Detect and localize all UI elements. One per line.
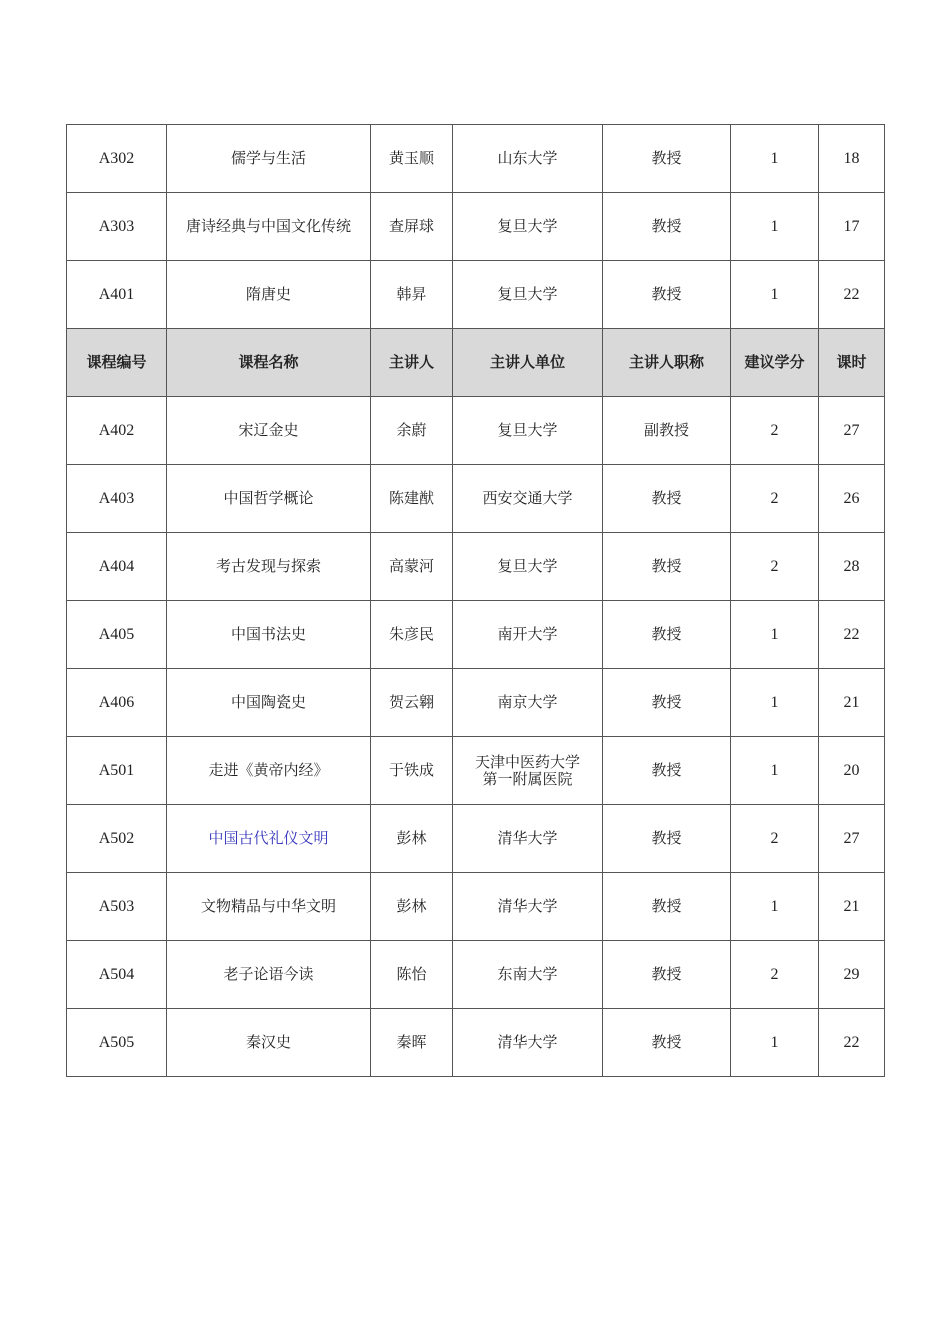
table-row [67, 941, 885, 1009]
lecturer-unit-line: 复旦大学 [497, 285, 558, 303]
table-row [67, 601, 885, 669]
lecturer-unit-cell [453, 737, 603, 805]
lecturer-unit-cell [453, 1009, 603, 1077]
lecturer-unit-line: 东南大学 [497, 965, 558, 983]
course-name-cell: 唐诗经典与中国文化传统 [167, 193, 371, 261]
credit-cell: 1 [731, 873, 819, 941]
course-name-cell: 儒学与生活 [167, 125, 371, 193]
course-name-cell: 中国哲学概论 [167, 465, 371, 533]
course-code-cell: A504 [67, 941, 167, 1009]
lecturer-title-cell: 教授 [603, 805, 731, 873]
lecturer-unit-line: 南京大学 [497, 693, 558, 711]
credit-cell: 2 [731, 533, 819, 601]
lecturer-unit-cell [453, 193, 603, 261]
column-header: 课程编号 [67, 329, 167, 397]
lecturer-title-cell: 教授 [603, 533, 731, 601]
credit-cell: 1 [731, 737, 819, 805]
column-header: 主讲人职称 [603, 329, 731, 397]
lecturer-unit-line: 清华大学 [497, 829, 558, 847]
lecturer-title-cell: 教授 [603, 601, 731, 669]
table-row [67, 873, 885, 941]
lecturer-unit-cell [453, 125, 603, 193]
lecturer-cell: 陈怡 [371, 941, 453, 1009]
lecturer-title-cell: 教授 [603, 873, 731, 941]
lecturer-title-cell: 教授 [603, 941, 731, 1009]
lecturer-cell: 韩昇 [371, 261, 453, 329]
course-name-cell: 老子论语今读 [167, 941, 371, 1009]
hours-cell: 29 [819, 941, 885, 1009]
course-code-cell: A505 [67, 1009, 167, 1077]
lecturer-cell: 彭林 [371, 805, 453, 873]
hours-cell: 22 [819, 601, 885, 669]
credit-cell: 2 [731, 465, 819, 533]
lecturer-unit-cell [453, 261, 603, 329]
course-code-cell: A501 [67, 737, 167, 805]
course-code-cell: A404 [67, 533, 167, 601]
lecturer-cell: 余蔚 [371, 397, 453, 465]
hours-cell: 18 [819, 125, 885, 193]
lecturer-unit-cell [453, 601, 603, 669]
credit-cell: 1 [731, 261, 819, 329]
column-header: 建议学分 [731, 329, 819, 397]
column-header: 课时 [819, 329, 885, 397]
table-row [67, 465, 885, 533]
credit-cell: 1 [731, 601, 819, 669]
table-row [67, 1009, 885, 1077]
lecturer-cell: 朱彦民 [371, 601, 453, 669]
course-code-cell: A303 [67, 193, 167, 261]
lecturer-title-cell: 教授 [603, 1009, 731, 1077]
credit-cell: 1 [731, 1009, 819, 1077]
hours-cell: 21 [819, 669, 885, 737]
course-code-cell: A405 [67, 601, 167, 669]
hours-cell: 28 [819, 533, 885, 601]
lecturer-title-cell: 教授 [603, 669, 731, 737]
lecturer-cell: 贺云翱 [371, 669, 453, 737]
course-name-cell: 中国书法史 [167, 601, 371, 669]
course-name-link[interactable]: 中国古代礼仪文明 [167, 805, 371, 873]
hours-cell: 17 [819, 193, 885, 261]
table-row [67, 533, 885, 601]
course-name-cell: 隋唐史 [167, 261, 371, 329]
lecturer-unit-line: 复旦大学 [497, 421, 558, 439]
lecturer-unit-cell [453, 941, 603, 1009]
course-name-cell: 考古发现与探索 [167, 533, 371, 601]
credit-cell: 2 [731, 941, 819, 1009]
credit-cell: 1 [731, 193, 819, 261]
lecturer-title-cell: 教授 [603, 193, 731, 261]
lecturer-unit-line: 复旦大学 [497, 217, 558, 235]
hours-cell: 26 [819, 465, 885, 533]
lecturer-unit-cell [453, 669, 603, 737]
credit-cell: 2 [731, 805, 819, 873]
lecturer-unit-cell [453, 465, 603, 533]
lecturer-cell: 彭林 [371, 873, 453, 941]
table-row [67, 669, 885, 737]
lecturer-cell: 陈建猷 [371, 465, 453, 533]
lecturer-cell: 高蒙河 [371, 533, 453, 601]
lecturer-cell: 于铁成 [371, 737, 453, 805]
lecturer-title-cell: 教授 [603, 125, 731, 193]
lecturer-unit-cell [453, 397, 603, 465]
table-row [67, 397, 885, 465]
table-row [67, 805, 885, 873]
lecturer-unit-line: 清华大学 [497, 897, 558, 915]
lecturer-unit-line: 南开大学 [497, 625, 558, 643]
lecturer-unit-line: 复旦大学 [497, 557, 558, 575]
credit-cell: 1 [731, 669, 819, 737]
hours-cell: 22 [819, 261, 885, 329]
hours-cell: 27 [819, 805, 885, 873]
lecturer-title-cell: 副教授 [603, 397, 731, 465]
lecturer-unit-line: 第一附属医院 [482, 769, 573, 788]
course-code-cell: A403 [67, 465, 167, 533]
table-body [67, 125, 885, 1077]
lecturer-unit-line: 清华大学 [497, 1033, 558, 1051]
credit-cell: 2 [731, 397, 819, 465]
lecturer-title-cell: 教授 [603, 465, 731, 533]
credit-cell: 1 [731, 125, 819, 193]
table-row [67, 193, 885, 261]
course-code-cell: A502 [67, 805, 167, 873]
lecturer-unit-cell [453, 805, 603, 873]
table-row [67, 125, 885, 193]
lecturer-cell: 黄玉顺 [371, 125, 453, 193]
table-header-row [67, 329, 885, 397]
lecturer-unit-line: 山东大学 [497, 149, 558, 167]
course-name-cell: 宋辽金史 [167, 397, 371, 465]
course-code-cell: A302 [67, 125, 167, 193]
lecturer-unit-line: 天津中医药大学 [474, 752, 580, 771]
hours-cell: 27 [819, 397, 885, 465]
hours-cell: 20 [819, 737, 885, 805]
lecturer-unit-line: 西安交通大学 [482, 489, 573, 507]
course-name-cell: 文物精品与中华文明 [167, 873, 371, 941]
course-table [66, 124, 885, 1077]
hours-cell: 22 [819, 1009, 885, 1077]
course-name-cell: 走进《黄帝内经》 [167, 737, 371, 805]
course-code-cell: A401 [67, 261, 167, 329]
course-name-cell: 中国陶瓷史 [167, 669, 371, 737]
column-header: 课程名称 [167, 329, 371, 397]
course-name-cell: 秦汉史 [167, 1009, 371, 1077]
column-header: 主讲人 [371, 329, 453, 397]
lecturer-unit-cell [453, 533, 603, 601]
lecturer-unit-cell [453, 873, 603, 941]
table-row [67, 737, 885, 805]
table-row [67, 261, 885, 329]
course-code-cell: A402 [67, 397, 167, 465]
lecturer-cell: 查屏球 [371, 193, 453, 261]
course-code-cell: A503 [67, 873, 167, 941]
column-header: 主讲人单位 [453, 329, 603, 397]
lecturer-title-cell: 教授 [603, 737, 731, 805]
lecturer-cell: 秦晖 [371, 1009, 453, 1077]
course-code-cell: A406 [67, 669, 167, 737]
lecturer-title-cell: 教授 [603, 261, 731, 329]
hours-cell: 21 [819, 873, 885, 941]
